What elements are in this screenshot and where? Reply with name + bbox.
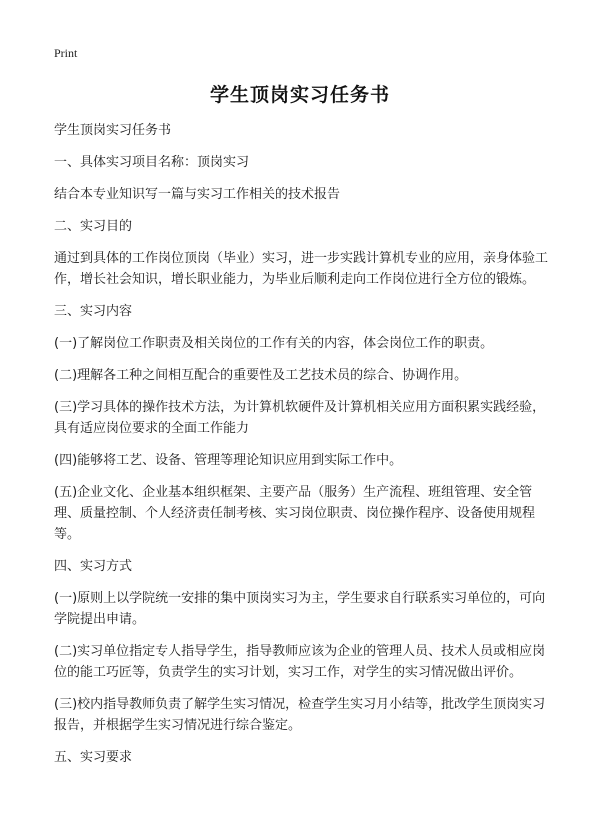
print-label: Print bbox=[54, 46, 78, 60]
paragraph: (三)校内指导教师负责了解学生实习情况，检查学生实习月小结等，批改学生顶岗实习报告，并根据学生实习情况进行综合鉴定。 bbox=[54, 697, 546, 733]
section-heading-4: 四、实习方式 bbox=[54, 559, 133, 574]
paragraph: 通过到具体的工作岗位顶岗（毕业）实习，进一步实践计算机专业的应用，亲身体验工作，增长社会知识，增长职业能力，为毕业后顺利走向工作岗位进行全方位的锻炼。 bbox=[54, 251, 549, 287]
section-heading-2: 二、实习目的 bbox=[54, 219, 133, 234]
paragraph: 结合本专业知识写一篇与实习工作相关的技术报告 bbox=[54, 187, 341, 202]
paragraph-subtitle: 学生顶岗实习任务书 bbox=[54, 123, 172, 138]
paragraph: (四)能够将工艺、设备、管理等理论知识应用到实际工作中。 bbox=[54, 453, 403, 468]
paragraph: (一)原则上以学院统一安排的集中顶岗实习为主，学生要求自行联系实习单位的，可向学院提出申请。 bbox=[54, 591, 546, 627]
section-heading-1: 一、具体实习项目名称：顶岗实习 bbox=[54, 155, 250, 170]
paragraph: (五)企业文化、企业基本组织框架、主要产品（服务）生产流程、班组管理、安全管理、质量控制、个人经济责任制考核、实习岗位职责、岗位操作程序、设备使用规程等。 bbox=[54, 485, 536, 542]
document-title: 学生顶岗实习任务书 bbox=[209, 84, 390, 106]
paragraph: (一)了解岗位工作职责及相关岗位的工作有关的内容，体会岗位工作的职责。 bbox=[54, 336, 494, 351]
paragraph: (三)学习具体的操作技术方法，为计算机软硬件及计算机相关应用方面积累实践经验，具有适应岗位要求的全面工作能力 bbox=[54, 400, 546, 436]
paragraph: (二)理解各工种之间相互配合的重要性及工艺技术员的综合、协调作用。 bbox=[54, 368, 468, 383]
section-heading-3: 三、实习内容 bbox=[54, 304, 133, 319]
section-heading-5: 五、实习要求 bbox=[54, 750, 133, 765]
document-body bbox=[54, 120, 554, 779]
paragraph: (二)实习单位指定专人指导学生，指导教师应该为企业的管理人员、技术人员或相应岗位的能工巧匠等，负责学生的实习计划，实习工作，对学生的实习情况做出评价。 bbox=[54, 644, 546, 680]
